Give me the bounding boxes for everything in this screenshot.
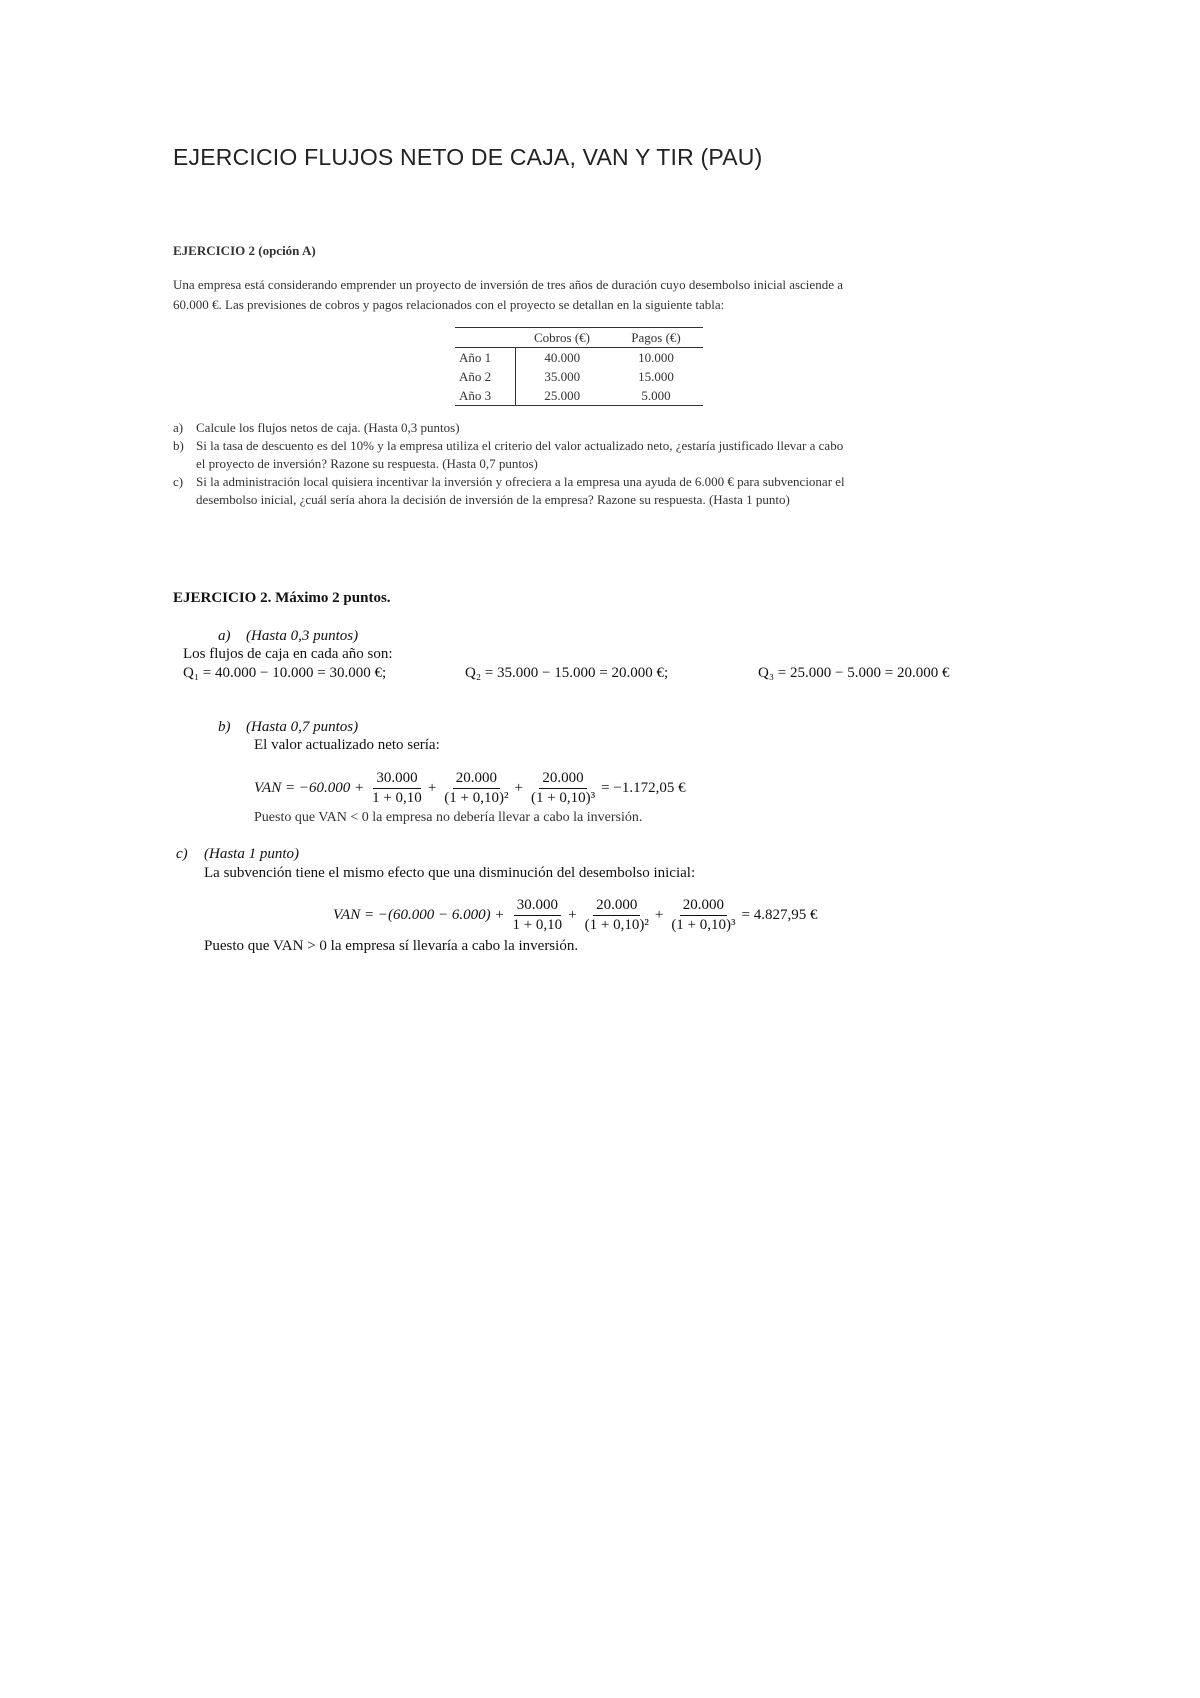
table-row xyxy=(455,348,703,368)
van-lhs: VAN = −(60.000 − 6.000) + xyxy=(333,907,505,923)
fraction-numerator: 20.000 xyxy=(453,770,500,789)
solution-heading: EJERCICIO 2. Máximo 2 puntos. xyxy=(173,590,391,606)
table-cell: 35.000 xyxy=(544,368,581,384)
question-text: Calcule los flujos netos de caja. (Hasta 0,3 puntos) xyxy=(196,420,460,435)
question-a xyxy=(173,419,953,437)
fraction xyxy=(369,770,425,807)
question-label: b) xyxy=(173,438,184,453)
fraction-denominator: (1 + 0,10)³ xyxy=(671,917,736,933)
fraction-numerator: 20.000 xyxy=(680,897,727,916)
table-row xyxy=(455,367,703,386)
q3-equation: Q₃ = 25.000 − 5.000 = 20.000 € xyxy=(758,665,950,681)
table-header-row xyxy=(455,328,703,348)
table-cell: 25.000 xyxy=(515,386,609,406)
solution-a-intro: Los flujos de caja en cada año son: xyxy=(183,646,393,662)
fraction-denominator: (1 + 0,10)² xyxy=(584,917,649,933)
question-text: Si la tasa de descuento es del 10% y la empresa utiliza el criterio del valor actualizado neto, ¿estaría justificado llevar a cabo xyxy=(196,438,844,453)
cobros-pagos-table xyxy=(455,327,703,406)
table-cell: 10.000 xyxy=(638,349,674,365)
plus-sign: + xyxy=(427,780,437,796)
fraction-numerator: 30.000 xyxy=(373,770,420,789)
exercise-heading: EJERCICIO 2 (opción A) xyxy=(173,243,316,258)
solution-b-points: (Hasta 0,7 puntos) xyxy=(246,719,359,735)
question-text: desembolso inicial, ¿cuál sería ahora la decisión de inversión de la empresa? Razone su respuesta. (Hasta 1 punto) xyxy=(196,492,790,507)
q1-equation: Q₁ = 40.000 − 10.000 = 30.000 €; xyxy=(183,665,387,681)
solution-c-conclusion: Puesto que VAN > 0 la empresa sí llevaría a cabo la inversión. xyxy=(204,938,579,954)
van-rhs: = 4.827,95 € xyxy=(741,907,818,923)
table-row xyxy=(455,386,703,406)
question-text: Si la administración local quisiera incentivar la inversión y ofreciera a la empresa una ayuda de 6.000 € para subvencionar el xyxy=(196,474,845,489)
plus-sign: + xyxy=(568,907,577,923)
table-cell: Año 2 xyxy=(455,367,515,386)
table-cell: Año 1 xyxy=(455,348,515,368)
solution-c-points: (Hasta 1 punto) xyxy=(204,846,299,862)
fraction xyxy=(509,897,565,934)
fraction-denominator: 1 + 0,10 xyxy=(512,917,563,933)
table-cell: 15.000 xyxy=(638,368,674,384)
van-c-equation xyxy=(333,897,820,934)
table-cell: Año 3 xyxy=(455,386,515,406)
van-lhs: VAN = −60.000 + xyxy=(254,780,365,796)
solution-b-intro: El valor actualizado neto sería: xyxy=(254,737,440,753)
question-c xyxy=(173,473,973,509)
fraction xyxy=(528,770,598,807)
solution-a-label: a) xyxy=(218,628,231,644)
plus-sign: + xyxy=(514,780,523,796)
fraction-denominator: (1 + 0,10)³ xyxy=(530,790,596,806)
fraction-numerator: 30.000 xyxy=(514,897,561,916)
solution-c-intro: La subvención tiene el mismo efecto que una disminución del desembolso inicial: xyxy=(204,865,696,881)
question-label: a) xyxy=(173,420,184,435)
solution-a-points: (Hasta 0,3 puntos) xyxy=(246,628,359,644)
fraction xyxy=(441,770,511,807)
table-header-cell: Cobros (€) xyxy=(515,328,609,348)
table-cell: 40.000 xyxy=(544,349,581,365)
plus-sign: + xyxy=(654,907,664,923)
solution-b-conclusion: Puesto que VAN < 0 la empresa no debería llevar a cabo la inversión. xyxy=(254,810,643,825)
fraction-numerator: 20.000 xyxy=(593,897,640,916)
van-rhs: = −1.172,05 € xyxy=(601,780,686,796)
table-header-cell xyxy=(455,328,515,348)
table-cell: 5.000 xyxy=(609,386,703,406)
table-header-cell: Pagos (€) xyxy=(609,328,703,348)
solution-b-label: b) xyxy=(218,719,231,735)
q2-equation: Q₂ = 35.000 − 15.000 = 20.000 €; xyxy=(465,665,669,681)
fraction xyxy=(668,897,738,934)
fraction xyxy=(582,897,652,934)
solution-c-label: c) xyxy=(176,846,188,862)
fraction-denominator: 1 + 0,10 xyxy=(372,790,422,806)
van-b-equation xyxy=(254,770,689,807)
exercise-statement-line-1: Una empresa está considerando emprender un proyecto de inversión de tres años de duración cuyo desembolso inicial asciende a xyxy=(173,277,843,292)
fraction-denominator: (1 + 0,10)² xyxy=(444,790,509,806)
question-b xyxy=(173,437,973,473)
exercise-statement-line-2: 60.000 €. Las previsiones de cobros y pagos relacionados con el proyecto se detallan en la siguiente tabla: xyxy=(173,297,725,312)
page-title: EJERCICIO FLUJOS NETO DE CAJA, VAN Y TIR (PAU) xyxy=(173,144,763,170)
question-label: c) xyxy=(173,474,184,489)
question-text: el proyecto de inversión? Razone su respuesta. (Hasta 0,7 puntos) xyxy=(196,456,538,471)
fraction-numerator: 20.000 xyxy=(539,770,586,789)
